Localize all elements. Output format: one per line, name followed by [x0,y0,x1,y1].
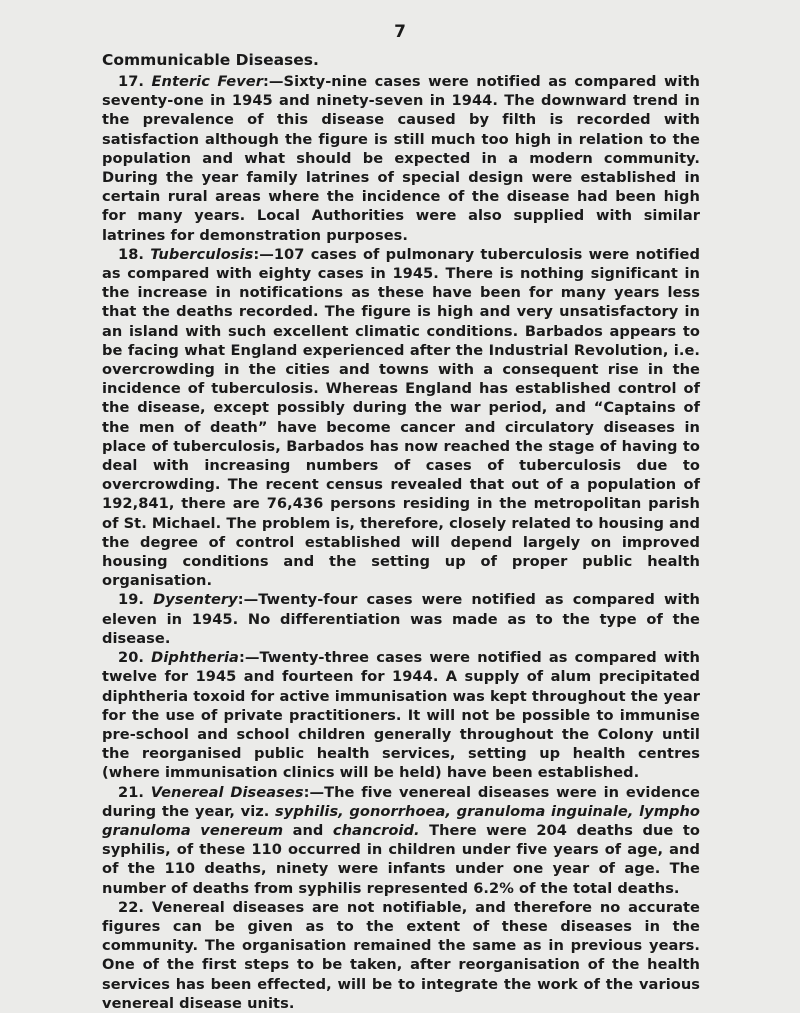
disease-chancroid: chancroid. [332,821,420,839]
paragraph-number: 17. [118,73,145,90]
paragraph-tuberculosis [102,245,700,591]
paragraph-text: Venereal diseases are not notifiable, and therefore no accurate figures can be given as to the extent of these diseases in the community. The organisation remained the same as in previous years. One of the first steps to be taken, after reorganisation of the health services has been effected, will be to integrate the work of the various venereal disease units. [102,898,700,1012]
paragraph-venereal-notification [102,898,700,1013]
disease-list: syphilis, gonorrhoea, granuloma inguinale, lympho granuloma venereum [102,802,700,839]
paragraph-title: Tuberculosis [150,245,254,263]
paragraph-text: :—The five venereal diseases were in evidence during the year, viz. [102,783,700,820]
paragraph-number: 20. [118,649,145,667]
paragraph-text: There were 204 deaths due to syphilis, of these 110 occurred in children under five years of age, and of the 110 deaths, ninety were infants under one year of age. The number of deaths from syphilis represented 6.2% of the total deaths. [102,821,700,897]
paragraph-text: :—Sixty-nine cases were notified as compared with seventy-one in 1945 and ninety-seven in 1944. The downward trend in the prevalence of this disease caused by filth is recorded with satisfaction although the figure is still much too high in relation to the population and what should be expected in a modern community. During the year family latrines of special design were established in certain rural areas where the incidence of the disease had been high for many years. Local Authorities were also supplied with similar latrines for demonstration purposes. [102,73,700,244]
paragraph-text: :—Twenty-four cases were notified as compared with eleven in 1945. No differentiation was made as to the type of the disease. [102,591,700,647]
section-heading: Communicable Diseases. [102,51,319,69]
paragraph-dysentery [102,590,700,648]
paragraph-diphtheria [102,648,700,782]
paragraph-title: Dysentery [153,591,238,609]
paragraph-title: Diphtheria [151,649,239,667]
page-number: 7 [394,22,406,42]
paragraph-text: :—107 cases of pulmonary tuberculosis were notified as compared with eighty cases in 1945. There is nothing significant in the increase in notifications as these have been for many years less that the deaths recorded. The figure is high and very unsatisfactory in an island with such excellent climatic conditions. Barbados appears to be facing what England experienced after the Industrial Revolution, i.e. overcrowding in the cities and towns with a consequent rise in the incidence of tuberculosis. Whereas England has established control of the disease, except possibly during the war period, and “Captains of the men of death” have become cancer and circulatory diseases in place of tuberculosis, Barbados has now reached the stage of having to deal with increasing numbers of cases of tuberculosis due to overcrowding. The recent census revealed that out of a population of 192,841, there are 76,436 persons residing in the metropolitan parish of St. Michael. The problem is, therefore, closely related to housing and the degree of control established will depend largely on improved housing conditions and the setting up of proper public health organisation. [102,245,700,590]
paragraph-number: 21. [118,783,145,801]
paragraph-number: 22. [118,898,145,916]
paragraph-text-and: and [283,821,333,839]
paragraph-venereal-diseases [102,783,700,898]
paragraph-number: 18. [118,245,145,263]
paragraph-title: Enteric Fever [151,73,263,90]
paragraph-title: Venereal Diseases [150,783,304,801]
paragraph-number: 19. [118,591,145,609]
paragraph-text: :—Twenty-three cases were notified as compared with twelve for 1945 and fourteen for 1944. A supply of alum precipitated diphtheria toxoid for active immunisation was kept throughout the year for the use of private practitioners. It will not be possible to immunise pre-school and school children generally throughout the Colony until the reorganised public health services, setting up health centres (where immunisation clinics will be held) have been established. [102,649,700,782]
paragraph-enteric-fever [102,72,700,245]
document-body [102,50,700,1013]
